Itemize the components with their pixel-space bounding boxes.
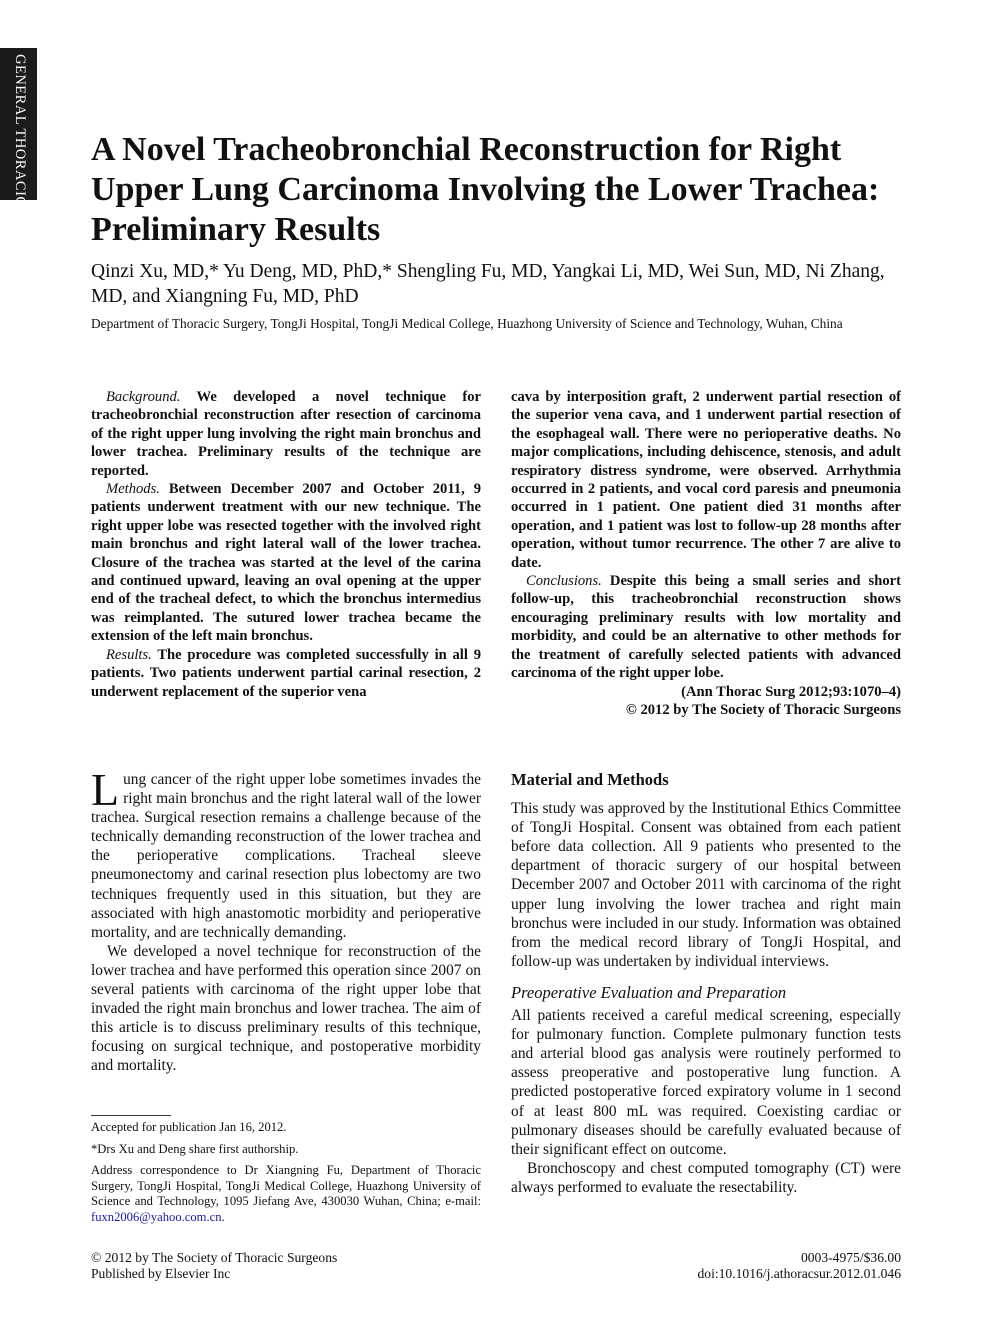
subsection-heading: Preoperative Evaluation and Preparation (511, 982, 787, 1002)
abstract-copyright: © 2012 by The Society of Thoracic Surgeons (625, 701, 901, 718)
journal-citation: (Ann Thorac Surg 2012;93:1070–4) (681, 683, 901, 700)
intro-column (91, 764, 481, 1076)
methods-label: Methods. (106, 481, 160, 498)
footer-right (697, 1250, 901, 1282)
methods-paragraph-1: This study was approved by the Institutional Ethics Committee of TongJi Hospital. Consent was obtained from each patient before data collection. All 9 patients who presented to the department of thoracic surgery of our hospital between December 2007 and October 2011 with carcinoma of the right upper lung involving the lower trachea and right main bronchus were included in our study. Information was obtained from the medical record library of TongJi Hospital, and follow-up was undertaken by individual interviews. (511, 800, 901, 970)
drop-cap: L (91, 764, 120, 815)
results-label: Results. (106, 646, 152, 663)
doi[interactable]: doi:10.1016/j.athoracsur.2012.01.046 (697, 1266, 901, 1281)
abstract-conclusions: Conclusions. Despite this being a small series and short follow-up, this tracheobronchial reconstruction shows encouraging preliminary results with low mortality and morbidity, and could be an alternative to other methods for the treatment of carefully selected patients with advanced carcinoma of the right upper lobe. (511, 573, 901, 682)
footnotes (91, 1120, 481, 1231)
abstract-results-continued: cava by interposition graft, 2 underwent partial resection of the superior vena cava, and 1 underwent partial resection of the esophageal wall. There were no perioperative deaths. No major complications, including dehiscence, stenosis, and adult respiratory distress syndrome, were observed. Arrhythmia occurred in 2 patients, and vocal cord paresis and pneumonia occurred in 1 patient. One patient died 31 months after operation, and 1 patient was lost to follow-up 28 months after operation, without tumor recurrence. The other 7 are alive to date. (511, 389, 901, 571)
email-link[interactable]: fuxn2006@yahoo.com.cn (91, 1209, 222, 1224)
footer-copyright: © 2012 by The Society of Thoracic Surgeons (91, 1250, 338, 1265)
abstract-left-column (91, 388, 481, 701)
intro-paragraph-1: Lung cancer of the right upper lobe sometimes invades the right main bronchus and the right lateral wall of the lower trachea. Surgical resection remains a challenge because of the technically demanding reconstruction of the lower trachea and the perioperative complications. Tracheal sleeve pneumonectomy and carinal resection plus lobectomy are two techniques frequently used in this situation, but they are associated with high anastomotic morbidity and perioperative mortality, and are technically demanding. (91, 764, 481, 941)
accepted-note: Accepted for publication Jan 16, 2012. (91, 1120, 287, 1134)
correspondence-address: Address correspondence to Dr Xiangning Fu, Department of Thoracic Surgery, TongJi Hospital, TongJi Medical College, Huazhong University of Science and Technology, 1095 Jiefang Ave, 430030 Wuhan, China; e-mail: fuxn2006@yahoo.com.cn. (91, 1163, 481, 1224)
abstract-methods: Methods. Between December 2007 and October 2011, 9 patients underwent treatment with our new technique. The right upper lobe was resected together with the involved right main bronchus and right lateral wall of the lower trachea. Closure of the trachea was started at the level of the carina and continued upward, leaving an oval opening at the upper end of the tracheal defect, to which the bronchus intermedius was reimplanted. The sutured lower trachea became the extension of the left main bronchus. (91, 481, 481, 645)
issn-price: 0003-4975/$36.00 (800, 1250, 901, 1265)
footnote-divider (91, 1115, 171, 1116)
shared-authorship-note: *Drs Xu and Deng share first authorship. (91, 1141, 299, 1156)
footer-publisher: Published by Elsevier Inc (91, 1266, 231, 1281)
methods-column (511, 770, 901, 1197)
author-list: Qinzi Xu, MD,* Yu Deng, MD, PhD,* Shengling Fu, MD, Yangkai Li, MD, Wei Sun, MD, Ni Zhang, MD, and Xiangning Fu, MD, PhD (91, 261, 885, 307)
methods-paragraph-2: All patients received a careful medical screening, especially for pulmonary function. Complete pulmonary function tests and arterial blood gas analysis were routinely performed to assess preoperative and postoperative lung function. A predicted postoperative forced expiratory volume in 1 second of at least 800 mL was required. Coexisting cardiac or pulmonary diseases should be carefully evaluated because of their significant effect on outcome. (511, 1007, 901, 1158)
affiliation: Department of Thoracic Surgery, TongJi Hospital, TongJi Medical College, Huazhong University of Science and Technology, Wuhan, China (91, 316, 843, 331)
section-tab-label: GENERAL THORACIC (12, 54, 28, 207)
intro-paragraph-2: We developed a novel technique for reconstruction of the lower trachea and have performed this operation since 2007 on several patients with carcinoma of the right upper lobe that invaded the right main bronchus and lower trachea. The aim of this article is to discuss preliminary results of this technique, focusing on surgical technique, and postoperative morbidity and mortality. (91, 942, 481, 1075)
footer-left (91, 1250, 337, 1282)
abstract-results: Results. The procedure was completed successfully in all 9 patients. Two patients underwent partial carinal resection, 2 underwent replacement of the superior vena (91, 646, 481, 700)
abstract-background: Background. We developed a novel technique for tracheobronchial reconstruction after resection of carcinoma of the right upper lung involving the right main bronchus and lower trachea. Preliminary results of the technique are reported. (91, 389, 481, 479)
section-heading: Material and Methods (511, 770, 669, 789)
methods-paragraph-3: Bronchoscopy and chest computed tomography (CT) were always performed to evaluate the resectability. (511, 1159, 901, 1196)
article-title: A Novel Tracheobronchial Reconstruction for Right Upper Lung Carcinoma Involving the Lower Trachea: Preliminary Results (91, 131, 880, 248)
section-tab (0, 48, 37, 207)
conclusions-label: Conclusions. (526, 573, 602, 590)
abstract-right-column (511, 388, 901, 719)
background-label: Background. (106, 389, 181, 405)
